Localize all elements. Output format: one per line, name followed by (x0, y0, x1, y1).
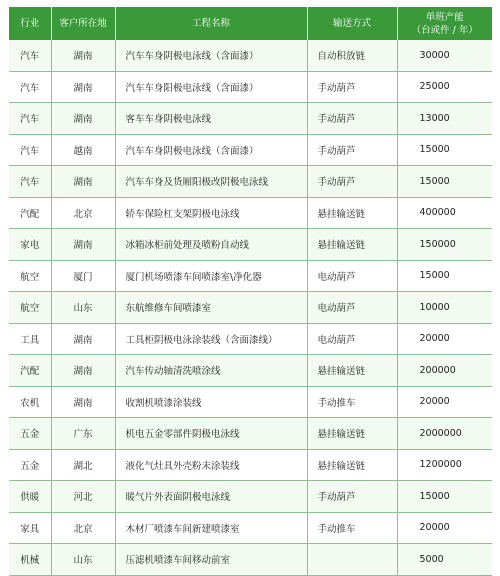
cell-location: 北京 (51, 197, 115, 229)
cell-project: 工具柜阴极电泳涂装线（含面漆线） (115, 323, 307, 355)
header-industry: 行业 (9, 7, 51, 40)
cell-industry: 工具 (9, 323, 51, 355)
table-row (9, 386, 492, 418)
table-row (9, 481, 492, 513)
cell-method: 电动葫芦 (307, 292, 397, 324)
cell-method: 手动葫芦 (307, 134, 397, 166)
header-location: 客户所在地 (51, 7, 115, 40)
cell-project: 汽车车身阴极电泳线（含面漆） (115, 40, 307, 71)
table-row (9, 71, 492, 103)
cell-capacity: 15000 (397, 481, 492, 513)
cell-project: 暖气片外表面阴极电泳线 (115, 481, 307, 513)
cell-method: 悬挂输送链 (307, 449, 397, 481)
cell-method (307, 544, 397, 576)
cell-location: 湖南 (51, 229, 115, 261)
cell-project: 客车车身阴极电泳线 (115, 103, 307, 135)
header-method: 输送方式 (307, 7, 397, 40)
table-body (9, 40, 492, 575)
cell-location: 湖南 (51, 323, 115, 355)
table-row (9, 512, 492, 544)
header-capacity-line2: （台或件 / 年） (411, 24, 478, 36)
cell-industry: 机械 (9, 544, 51, 576)
cell-location: 湖南 (51, 355, 115, 387)
cell-capacity: 20000 (397, 512, 492, 544)
cell-method: 手动葫芦 (307, 481, 397, 513)
cell-project: 机电五金零部件阴极电泳线 (115, 418, 307, 450)
cell-location: 山东 (51, 292, 115, 324)
table-row (9, 40, 492, 71)
table-header (9, 7, 492, 40)
cell-location: 湖北 (51, 449, 115, 481)
table-row (9, 260, 492, 292)
header-row (9, 7, 492, 40)
cell-industry: 家具 (9, 512, 51, 544)
cell-project: 液化气灶具外壳粉末涂装线 (115, 449, 307, 481)
table-row (9, 229, 492, 261)
table-row (9, 323, 492, 355)
cell-method: 悬挂输送链 (307, 418, 397, 450)
project-table (9, 7, 492, 576)
cell-capacity: 10000 (397, 292, 492, 324)
cell-method: 悬挂输送链 (307, 229, 397, 261)
cell-project: 压滤机喷漆车间移动前室 (115, 544, 307, 576)
cell-capacity: 15000 (397, 166, 492, 198)
cell-industry: 汽车 (9, 166, 51, 198)
cell-capacity: 15000 (397, 134, 492, 166)
cell-industry: 汽车 (9, 134, 51, 166)
cell-capacity: 2000000 (397, 418, 492, 450)
cell-industry: 五金 (9, 449, 51, 481)
cell-method: 手动推车 (307, 512, 397, 544)
cell-industry: 五金 (9, 418, 51, 450)
cell-location: 湖南 (51, 386, 115, 418)
cell-industry: 航空 (9, 260, 51, 292)
cell-capacity: 200000 (397, 355, 492, 387)
cell-industry: 汽配 (9, 197, 51, 229)
cell-capacity: 150000 (397, 229, 492, 261)
cell-method: 悬挂输送链 (307, 197, 397, 229)
cell-method: 悬挂输送链 (307, 355, 397, 387)
cell-project: 轿车保险杠支架阴极电泳线 (115, 197, 307, 229)
cell-method: 手动葫芦 (307, 166, 397, 198)
cell-location: 湖南 (51, 40, 115, 71)
cell-industry: 汽车 (9, 40, 51, 71)
cell-industry: 农机 (9, 386, 51, 418)
cell-method: 手动葫芦 (307, 103, 397, 135)
cell-project: 冰箱冰柜前处理及喷粉自动线 (115, 229, 307, 261)
cell-project: 汽车车身阴极电泳线（含面漆） (115, 134, 307, 166)
cell-capacity: 20000 (397, 323, 492, 355)
cell-capacity: 400000 (397, 197, 492, 229)
cell-location: 湖南 (51, 71, 115, 103)
cell-method: 电动葫芦 (307, 323, 397, 355)
table-row (9, 449, 492, 481)
cell-project: 厦门机场喷漆车间喷漆室\净化器 (115, 260, 307, 292)
cell-industry: 家电 (9, 229, 51, 261)
cell-capacity: 15000 (397, 260, 492, 292)
cell-location: 湖南 (51, 166, 115, 198)
header-capacity (397, 7, 492, 40)
cell-location: 厦门 (51, 260, 115, 292)
cell-location: 山东 (51, 544, 115, 576)
cell-capacity: 5000 (397, 544, 492, 576)
cell-industry: 航空 (9, 292, 51, 324)
cell-industry: 汽配 (9, 355, 51, 387)
cell-capacity: 1200000 (397, 449, 492, 481)
table-row (9, 418, 492, 450)
cell-location: 广东 (51, 418, 115, 450)
cell-method: 自动积放链 (307, 40, 397, 71)
table-row (9, 355, 492, 387)
table-row (9, 103, 492, 135)
table-row (9, 197, 492, 229)
cell-method: 电动葫芦 (307, 260, 397, 292)
project-table-container (9, 7, 492, 576)
cell-project: 汽车车身阳极电泳线（含面漆） (115, 71, 307, 103)
cell-industry: 汽车 (9, 71, 51, 103)
cell-location: 北京 (51, 512, 115, 544)
cell-capacity: 20000 (397, 386, 492, 418)
cell-industry: 供暖 (9, 481, 51, 513)
table-row (9, 134, 492, 166)
cell-method: 手动葫芦 (307, 71, 397, 103)
cell-project: 汽车车身及货厢阳极改阴极电泳线 (115, 166, 307, 198)
cell-project: 汽车传动轴清洗喷涂线 (115, 355, 307, 387)
cell-project: 东航维修车间喷漆室 (115, 292, 307, 324)
cell-capacity: 13000 (397, 103, 492, 135)
cell-capacity: 25000 (397, 71, 492, 103)
cell-location: 湖南 (51, 103, 115, 135)
cell-project: 木材厂喷漆车间新建喷漆室 (115, 512, 307, 544)
table-row (9, 544, 492, 576)
header-capacity-line1: 单班产能 (425, 11, 464, 23)
cell-industry: 汽车 (9, 103, 51, 135)
table-row (9, 166, 492, 198)
table-row (9, 292, 492, 324)
cell-location: 越南 (51, 134, 115, 166)
cell-capacity: 30000 (397, 40, 492, 71)
cell-project: 收割机喷漆涂装线 (115, 386, 307, 418)
header-project: 工程名称 (115, 7, 307, 40)
cell-method: 手动推车 (307, 386, 397, 418)
cell-location: 河北 (51, 481, 115, 513)
